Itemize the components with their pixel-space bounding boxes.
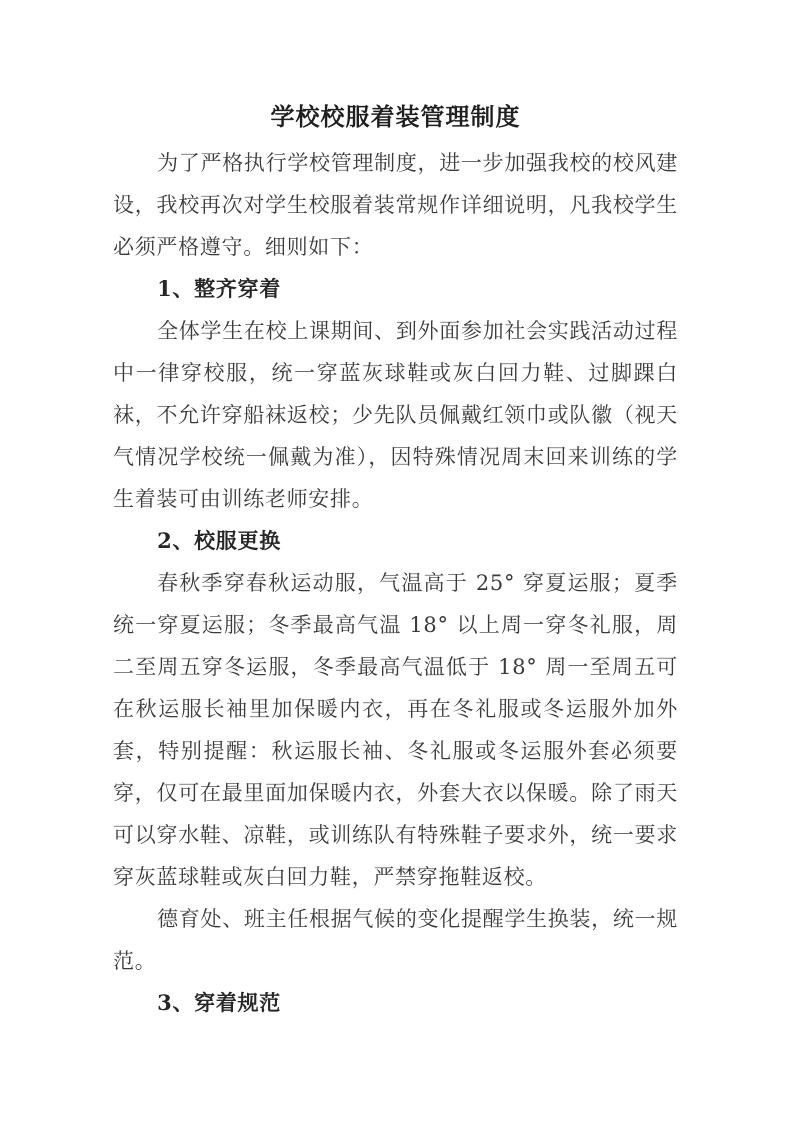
intro-paragraph: 为了严格执行学校管理制度，进一步加强我校的校风建设，我校再次对学生校服着装常规作详细说明，凡我校学生必须严格遵守。细则如下： [113, 151, 678, 259]
section-1-paragraph: 全体学生在校上课期间、到外面参加社会实践活动过程中一律穿校服，统一穿蓝灰球鞋或灰白回力鞋、过脚踝白袜，不允许穿船袜返校；少先队员佩戴红领巾或队徽（视天气情况学校统一佩戴为准），因特殊情况周末回来训练的学生着装可由训练老师安排。 [113, 319, 678, 511]
document-title: 学校校服着装管理制度 [270, 103, 521, 131]
section-1-heading: 1、整齐穿着 [157, 276, 281, 301]
section-3-heading: 3、穿着规范 [157, 990, 281, 1015]
section-2-heading: 2、校服更换 [157, 528, 281, 553]
section-2-paragraph: 春秋季穿春秋运动服，气温高于 25° 穿夏运服；夏季统一穿夏运服；冬季最高气温 18° 以上周一穿冬礼服，周二至周五穿冬运服，冬季最高气温低于 18° 周一至周五可在秋运服长袖里加保暖内衣，再在冬礼服或冬运服外加外套，特别提醒：秋运服长袖、冬礼服或冬运服外套必须要穿，仅可在最里面加保暖内衣，外套大衣以保暖。除了雨天可以穿水鞋、凉鞋，或训练队有特殊鞋子要求外，统一要求穿灰蓝球鞋或灰白回力鞋，严禁穿拖鞋返校。 [113, 571, 678, 889]
section-2-note-paragraph: 德育处、班主任根据气候的变化提醒学生换装，统一规范。 [113, 907, 678, 973]
